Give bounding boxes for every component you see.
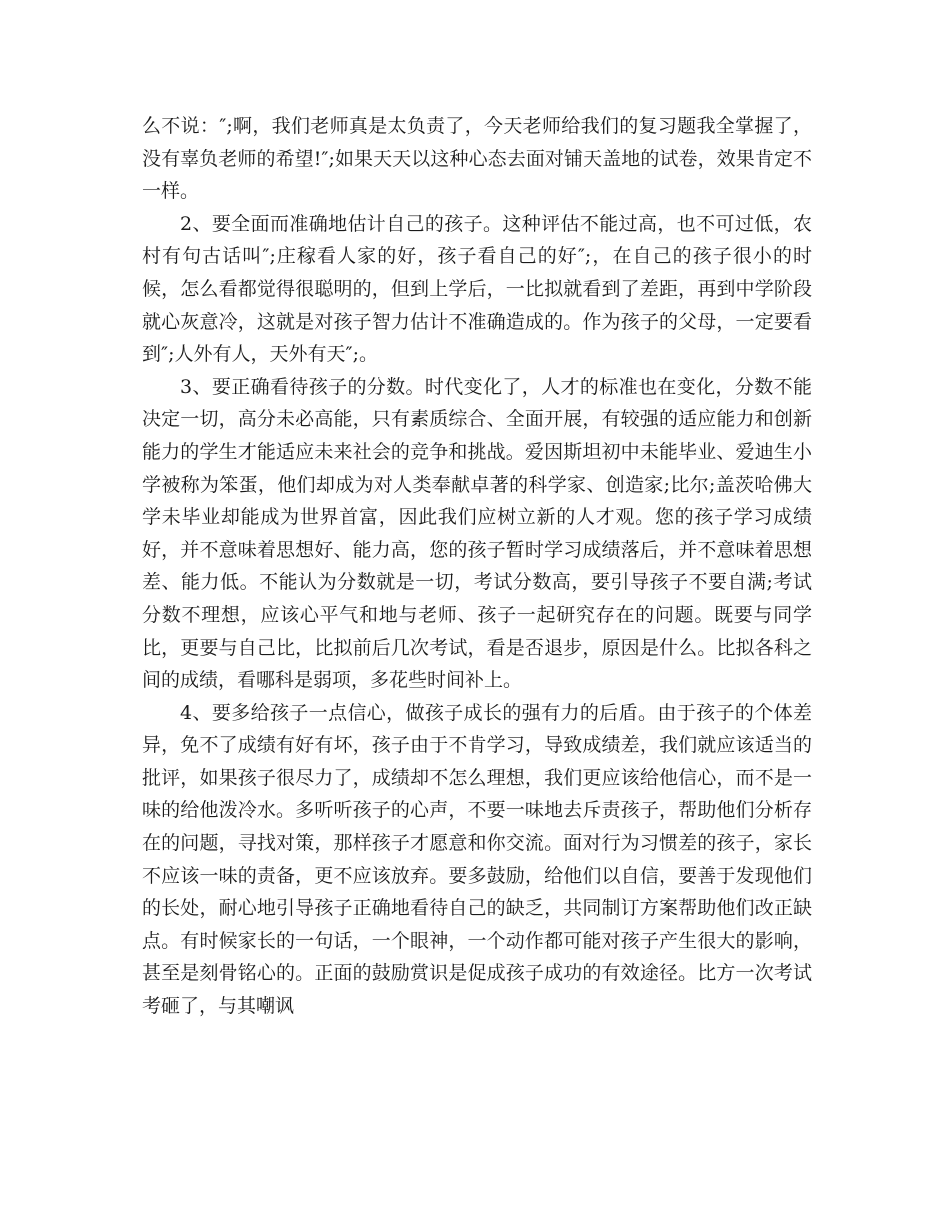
paragraph-point-3: 3、要正确看待孩子的分数。时代变化了，人才的标准也在变化，分数不能决定一切，高分未必高能，只有素质综合、全面开展，有较强的适应能力和创新能力的学生才能适应未来社会的竞争和挑战。爱因斯坦初中未能毕业、爱迪生小学被称为笨蛋，他们却成为对人类奉献卓著的科学家、创造家;比尔;盖茨哈佛大学未毕业却能成为世界首富，因此我们应树立新的人才观。您的孩子学习成绩好，并不意味着思想好、能力高，您的孩子暂时学习成绩落后，并不意味着思想差、能力低。不能认为分数就是一切，考试分数高，要引导孩子不要自满;考试分数不理想，应该心平气和地与老师、孩子一起研究存在的问题。既要与同学比，更要与自己比，比拟前后几次考试，看是否退步，原因是什么。比拟各科之间的成绩，看哪科是弱项，多花些时间补上。: [142, 375, 812, 692]
paragraph-point-2: 2、要全面而准确地估计自己的孩子。这种评估不能过高，也不可过低，农村有句古话叫″;庄稼看人家的好，孩子看自己的好″;，在自己的孩子很小的时候，怎么看都觉得很聪明的，但到上学后，一比拟就看到了差距，再到中学阶段就心灰意冷，这就是对孩子智力估计不准确造成的。作为孩子的父母，一定要看到″;人外有人，天外有天″;。: [142, 212, 812, 366]
paragraph-continuation: 么不说：″;啊，我们老师真是太负责了，今天老师给我们的复习题我全掌握了，没有辜负老师的希望!″;如果天天以这种心态去面对铺天盖地的试卷，效果肯定不一样。: [142, 115, 812, 203]
document-body: [142, 110, 812, 1023]
paragraph-point-4: 4、要多给孩子一点信心，做孩子成长的强有力的后盾。由于孩子的个体差异，免不了成绩有好有坏，孩子由于不肯学习，导致成绩差，我们就应该适当的批评，如果孩子很尽力了，成绩却不怎么理想，我们更应该给他信心，而不是一味的给他泼冷水。多听听孩子的心声，不要一味地去斥责孩子，帮助他们分析存在的问题，寻找对策，那样孩子才愿意和你交流。面对行为习惯差的孩子，家长不应该一味的责备，更不应该放弃。要多鼓励，给他们以自信，要善于发现他们的长处，耐心地引导孩子正确地看待自己的缺乏，共同制订方案帮助他们改正缺点。有时候家长的一句话，一个眼神，一个动作都可能对孩子产生很大的影响，甚至是刻骨铭心的。正面的鼓励赏识是促成孩子成功的有效途径。比方一次考试考砸了，与其嘲讽: [142, 701, 812, 1018]
